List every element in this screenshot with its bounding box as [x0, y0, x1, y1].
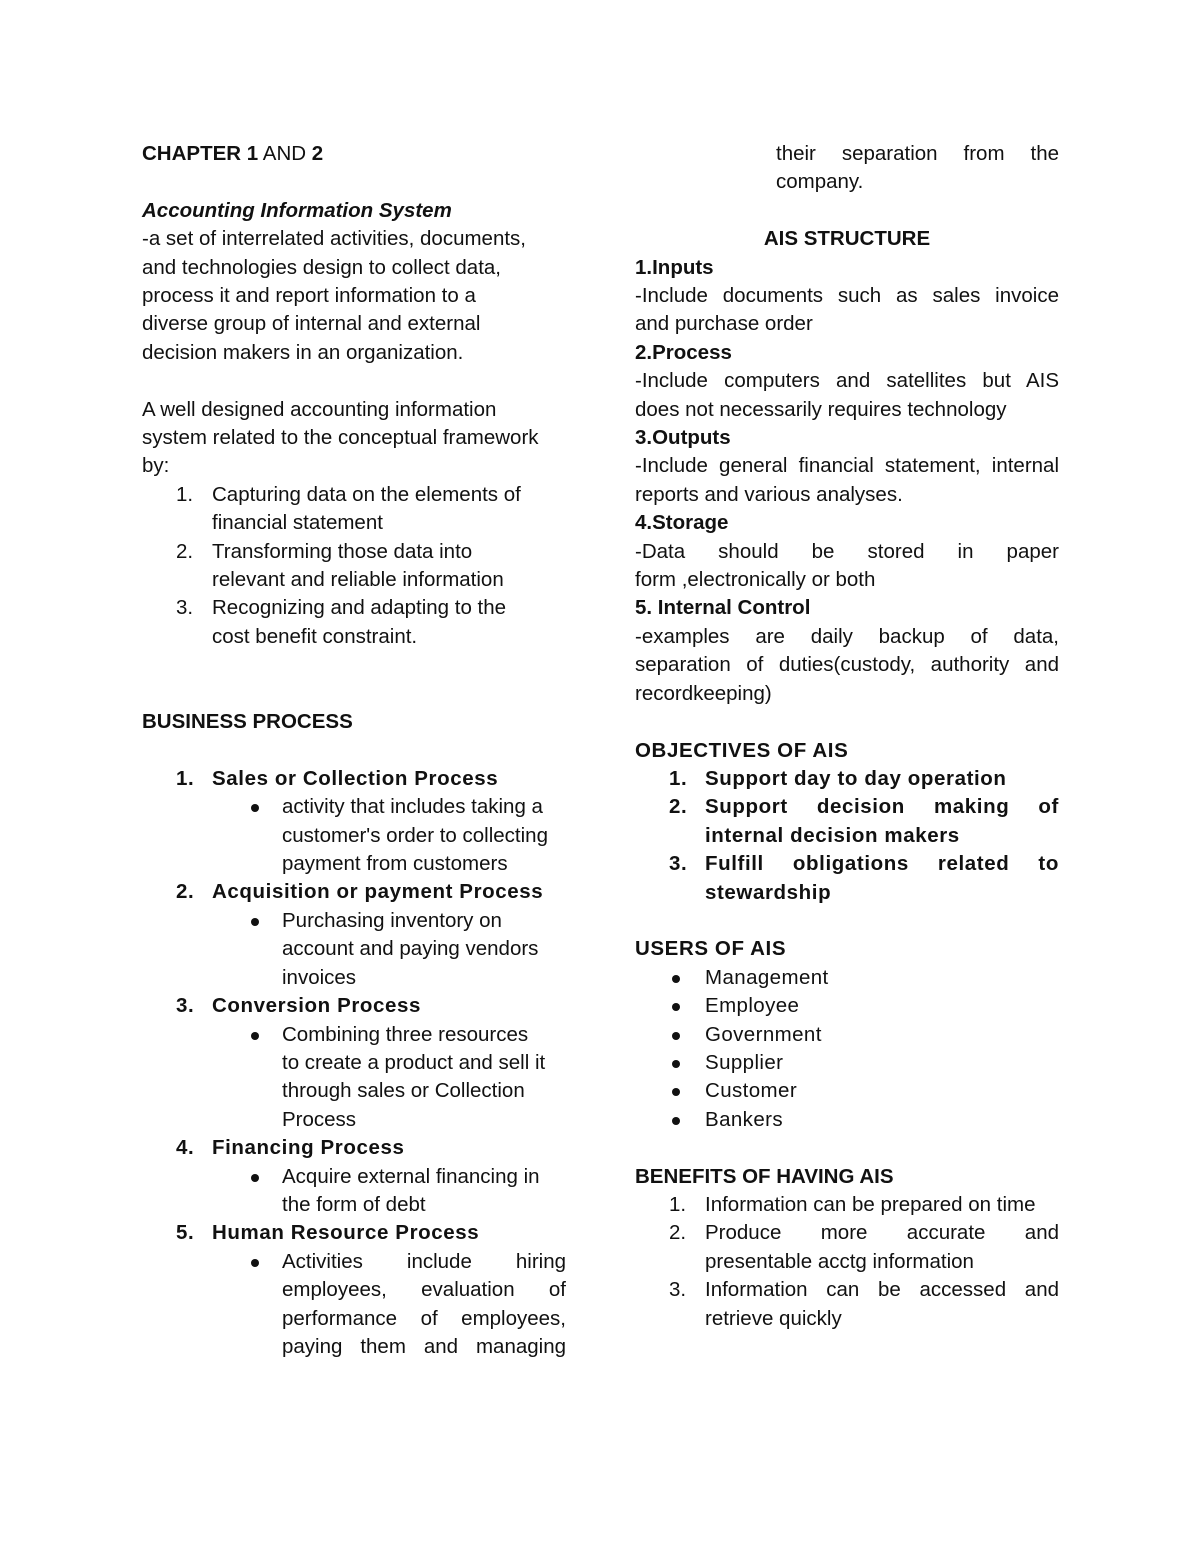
structure-item: 3.Outputs -Include general financial statement, internal reports and various analyses.	[635, 426, 1059, 506]
bullet-icon	[251, 918, 259, 926]
list-item: Bankers	[635, 1106, 1059, 1134]
list-item: 3. Conversion Process Combining three resources to create a product and sell it through sales or Collection Process	[142, 992, 566, 1134]
list-item: 1. Sales or Collection Process activity that includes taking a customer's order to collecting payment from customers	[142, 765, 566, 879]
bullet-icon	[672, 1060, 680, 1068]
structure-item: 4.Storage -Data should be stored in paper form ,electronically or both	[635, 511, 1059, 592]
list-item: 3. Information can be accessed and retrieve quickly	[669, 1278, 1059, 1330]
list-item: 2. Transforming those data into relevant and reliable information	[176, 539, 504, 592]
objectives-list	[635, 765, 1059, 907]
bullet-icon	[251, 1032, 259, 1040]
list-item: Management	[635, 964, 1059, 992]
list-item: 3. Fulfill obligations related to stewardship	[669, 852, 1059, 904]
right-column	[635, 140, 1059, 1333]
users-heading: USERS OF AIS	[635, 937, 787, 961]
list-item: Supplier	[635, 1049, 1059, 1077]
list-item: 1. Information can be prepared on time	[669, 1192, 1036, 1216]
framework-list	[142, 481, 566, 651]
structure-item: 2.Process -Include computers and satellites but AIS does not necessarily requires technology	[635, 340, 1059, 421]
bullet-icon	[672, 1117, 680, 1125]
list-item: 1. Support day to day operation	[669, 766, 1007, 790]
bullet-item: Acquire external financing in the form of debt	[142, 1163, 566, 1220]
structure-item: 5. Internal Control -examples are daily backup of data, separation of duties(custody, authority and recordkeeping)	[635, 596, 1059, 705]
benefits-list	[635, 1191, 1059, 1333]
continuation-text: their separation from the company.	[776, 142, 1059, 194]
list-item: 1. Capturing data on the elements of financial statement	[176, 482, 521, 535]
list-item: Employee	[635, 992, 1059, 1020]
benefits-heading: BENEFITS OF HAVING AIS	[635, 1164, 894, 1188]
business-process-heading: BUSINESS PROCESS	[142, 710, 353, 734]
bullet-icon	[672, 975, 680, 983]
business-process-list	[142, 765, 566, 1362]
ais-definition: -a set of interrelated activities, documents, and technologies design to collect data, process it and report information to a diverse group of internal and external decision makers in an organization.	[142, 227, 526, 364]
users-list	[635, 964, 1059, 1134]
list-item: 2. Produce more accurate and presentable acctg information	[669, 1221, 1059, 1273]
list-item: 2. Support decision making of internal decision makers	[669, 795, 1059, 847]
bullet-item: activity that includes taking a customer's order to collecting payment from customers	[142, 793, 566, 878]
objectives-heading: OBJECTIVES OF AIS	[635, 738, 849, 762]
list-item: Customer	[635, 1077, 1059, 1105]
list-item: Government	[635, 1021, 1059, 1049]
chapter-heading: CHAPTER 1 AND 2	[142, 142, 324, 165]
bullet-item: Activities include hiring employees, evaluation of performance of employees, paying them and managing	[142, 1248, 566, 1362]
bullet-item: Purchasing inventory on account and paying vendors invoices	[142, 907, 566, 992]
left-column	[142, 140, 566, 1361]
list-item: 5. Human Resource Process Activities include hiring employees, evaluation of performance of employees, paying them and managing	[142, 1219, 566, 1361]
ais-structure-heading: AIS STRUCTURE	[763, 227, 931, 251]
bullet-icon	[251, 804, 259, 812]
list-item: 3. Recognizing and adapting to the cost benefit constraint.	[176, 596, 507, 648]
framework-intro: A well designed accounting information system related to the conceptual framework by:	[142, 397, 539, 478]
list-item: 4. Financing Process Acquire external financing in the form of debt	[142, 1134, 566, 1219]
bullet-icon	[672, 1088, 680, 1096]
ais-title: Accounting Information System	[142, 198, 452, 222]
bullet-icon	[672, 1032, 680, 1040]
structure-item: 1.Inputs -Include documents such as sales invoice and purchase order	[635, 255, 1059, 336]
bullet-icon	[251, 1174, 259, 1182]
bullet-icon	[251, 1259, 259, 1267]
bullet-item: Combining three resources to create a product and sell it through sales or Collection Process	[142, 1021, 566, 1135]
bullet-icon	[672, 1003, 680, 1011]
list-item: 2. Acquisition or payment Process Purchasing inventory on account and paying vendors invoices	[142, 878, 566, 992]
